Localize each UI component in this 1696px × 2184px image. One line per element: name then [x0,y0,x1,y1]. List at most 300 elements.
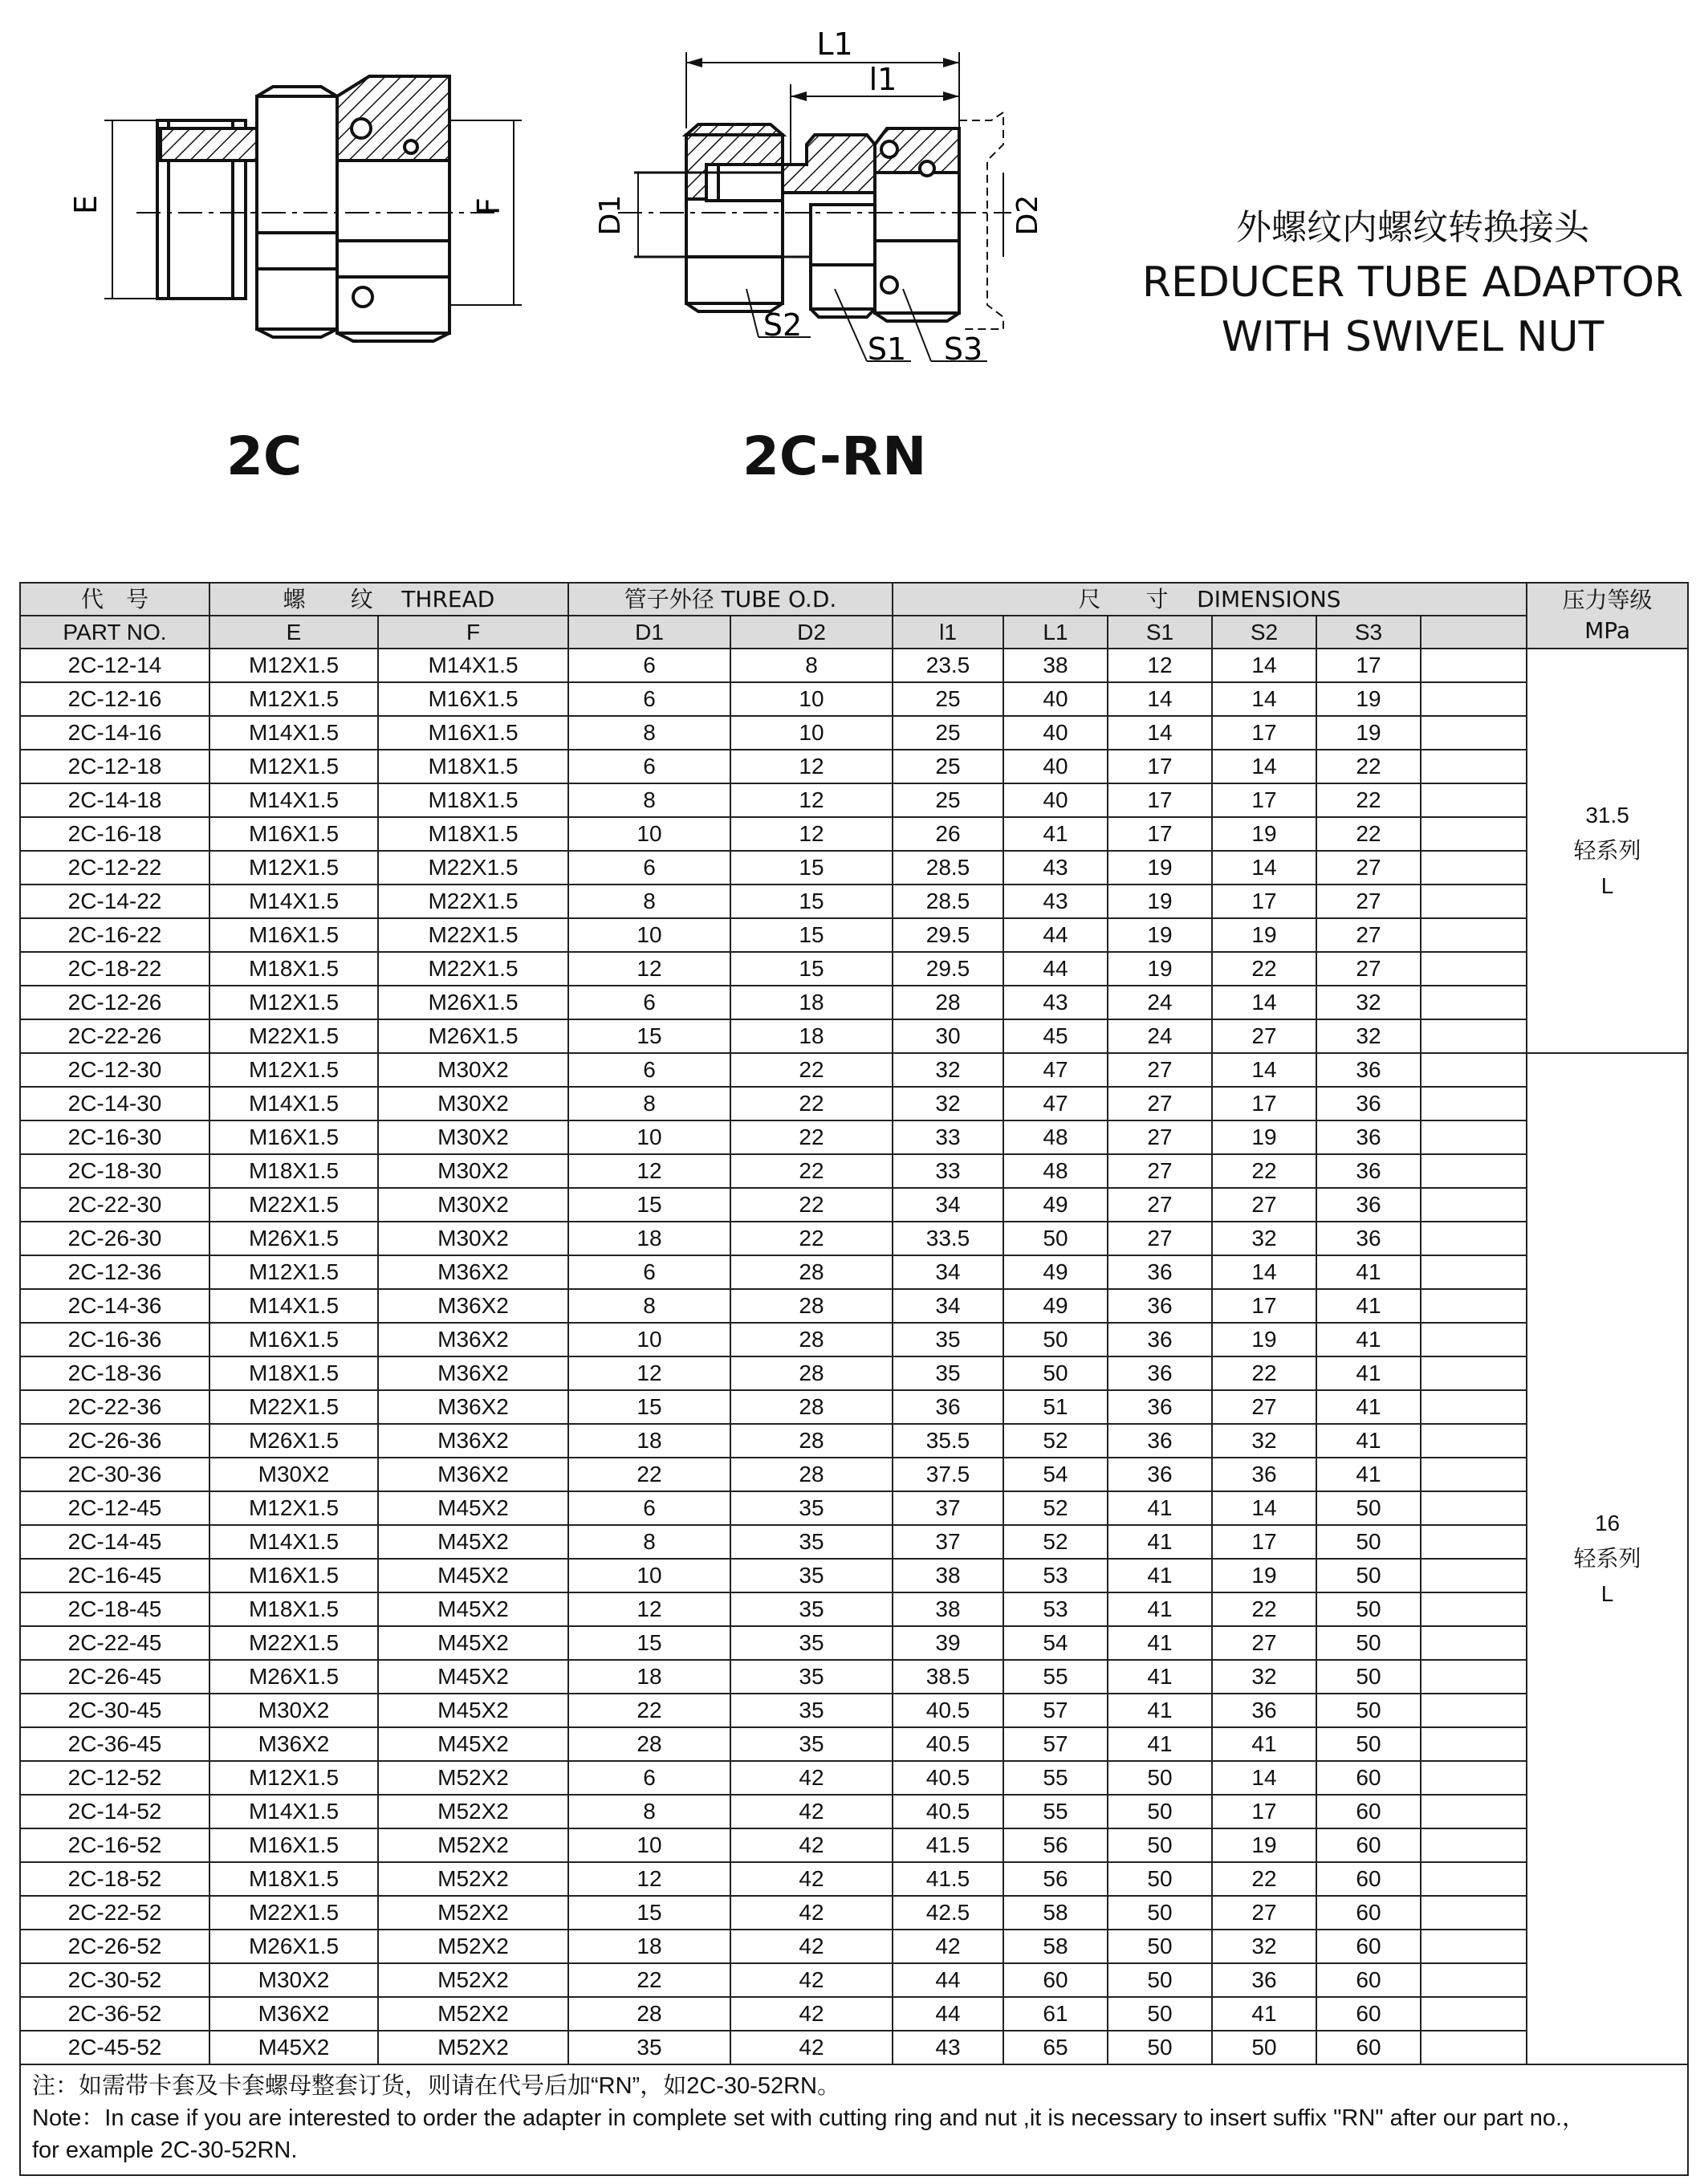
cell-S1: 41 [1108,1660,1212,1694]
cell-S2: 27 [1212,1896,1316,1930]
header-S3: S3 [1316,616,1421,649]
cell-D2: 10 [730,716,893,750]
cell-D2: 42 [730,1997,893,2031]
cell-S3: 50 [1316,1559,1421,1592]
cell-S1: 36 [1108,1390,1212,1424]
cell-E: M18X1.5 [209,1862,378,1896]
model-label-2c-rn: 2C-RN [742,425,927,487]
cell-S3: 19 [1316,682,1421,716]
cell-l1: 28.5 [893,851,1003,885]
cell-l1: 33 [893,1120,1003,1154]
cell-part: 2C-18-36 [20,1356,209,1390]
cell-D1: 6 [568,682,730,716]
cell-F: M52X2 [378,1795,568,1828]
cell-E: M26X1.5 [209,1222,378,1255]
cell-F: M26X1.5 [378,1019,568,1053]
cell-S2: 32 [1212,1930,1316,1963]
cell-D1: 10 [568,817,730,851]
cell-E: M14X1.5 [209,1289,378,1323]
cell-L1: 40 [1003,716,1108,750]
dim-label-D2: D2 [1011,194,1044,236]
cell-S2: 22 [1212,952,1316,986]
cell-L1: 54 [1003,1626,1108,1660]
note-cn: 注：如需带卡套及卡套螺母整套订货，则请在代号后加“RN”，如2C-30-52RN。 [32,2073,840,2099]
cell-part: 2C-22-52 [20,1896,209,1930]
cell-blank [1421,817,1527,851]
cell-F: M36X2 [378,1323,568,1356]
cell-S1: 50 [1108,2031,1212,2064]
cell-S2: 17 [1212,885,1316,918]
cell-D1: 22 [568,1694,730,1727]
cell-blank [1421,1997,1527,2031]
cell-l1: 40.5 [893,1727,1003,1761]
cell-S2: 17 [1212,716,1316,750]
cell-F: M30X2 [378,1120,568,1154]
cell-S2: 50 [1212,2031,1316,2064]
cell-F: M22X1.5 [378,885,568,918]
header-part-en: PART NO. [20,616,209,649]
pressure-series-code: L [1600,873,1614,898]
cell-l1: 37.5 [893,1458,1003,1491]
cell-blank [1421,1188,1527,1222]
cell-blank [1421,1458,1527,1491]
cell-D1: 22 [568,1458,730,1491]
cell-blank [1421,1559,1527,1592]
cell-blank [1421,1424,1527,1458]
cell-D1: 18 [568,1424,730,1458]
title-en-line2: WITH SWIVEL NUT [1221,313,1604,361]
cell-part: 2C-12-22 [20,851,209,885]
cell-E: M45X2 [209,2031,378,2064]
cell-part: 2C-14-36 [20,1289,209,1323]
cell-l1: 25 [893,716,1003,750]
cell-S1: 27 [1108,1120,1212,1154]
cell-l1: 26 [893,817,1003,851]
cell-l1: 30 [893,1019,1003,1053]
cell-S3: 36 [1316,1087,1421,1120]
cell-S2: 17 [1212,1087,1316,1120]
table-row [20,1592,1688,1626]
cell-blank [1421,1525,1527,1559]
cell-E: M18X1.5 [209,1592,378,1626]
cell-F: M26X1.5 [378,986,568,1019]
cell-S3: 41 [1316,1356,1421,1390]
cell-S1: 50 [1108,1828,1212,1862]
cell-F: M36X2 [378,1424,568,1458]
cell-L1: 45 [1003,1019,1108,1053]
cell-E: M36X2 [209,1997,378,2031]
cell-L1: 53 [1003,1592,1108,1626]
cell-l1: 34 [893,1255,1003,1289]
note-en-cont: for example 2C-30-52RN. [32,2137,298,2163]
cell-S1: 50 [1108,1795,1212,1828]
cell-D1: 6 [568,1761,730,1795]
cell-part: 2C-18-52 [20,1862,209,1896]
cell-E: M16X1.5 [209,817,378,851]
cell-F: M30X2 [378,1154,568,1188]
cell-E: M12X1.5 [209,1491,378,1525]
cell-S1: 14 [1108,682,1212,716]
cell-S3: 22 [1316,783,1421,817]
cell-l1: 33 [893,1154,1003,1188]
cell-S2: 32 [1212,1222,1316,1255]
cell-S2: 17 [1212,1525,1316,1559]
cell-part: 2C-30-36 [20,1458,209,1491]
cell-l1: 29.5 [893,918,1003,952]
cell-E: M16X1.5 [209,918,378,952]
cell-F: M45X2 [378,1559,568,1592]
cell-E: M16X1.5 [209,1559,378,1592]
cell-E: M12X1.5 [209,1053,378,1087]
cell-l1: 35.5 [893,1424,1003,1458]
cell-L1: 44 [1003,952,1108,986]
cell-S3: 19 [1316,716,1421,750]
cell-F: M52X2 [378,1862,568,1896]
cell-part: 2C-12-45 [20,1491,209,1525]
cell-S3: 50 [1316,1727,1421,1761]
cell-S1: 36 [1108,1424,1212,1458]
cell-D2: 42 [730,1761,893,1795]
cell-S3: 60 [1316,1963,1421,1997]
cell-part: 2C-22-36 [20,1390,209,1424]
cell-S3: 41 [1316,1289,1421,1323]
cell-S1: 50 [1108,1930,1212,1963]
cell-E: M16X1.5 [209,1828,378,1862]
cell-S2: 41 [1212,1997,1316,2031]
cell-L1: 43 [1003,885,1108,918]
cell-D1: 6 [568,649,730,682]
cell-L1: 53 [1003,1559,1108,1592]
cell-D2: 10 [730,682,893,716]
cell-D1: 12 [568,1356,730,1390]
cell-part: 2C-14-18 [20,783,209,817]
cell-S1: 50 [1108,1997,1212,2031]
table-row [20,1222,1688,1255]
cell-S2: 22 [1212,1862,1316,1896]
cell-E: M12X1.5 [209,750,378,783]
cell-D2: 12 [730,783,893,817]
cell-L1: 49 [1003,1188,1108,1222]
cell-part: 2C-26-30 [20,1222,209,1255]
cell-blank [1421,1862,1527,1896]
cell-part: 2C-12-14 [20,649,209,682]
cell-L1: 61 [1003,1997,1108,2031]
table-row [20,1323,1688,1356]
cell-E: M26X1.5 [209,1930,378,1963]
table-row [20,1053,1688,1087]
cell-D2: 42 [730,1862,893,1896]
cell-S2: 14 [1212,1761,1316,1795]
cell-part: 2C-12-18 [20,750,209,783]
cell-S2: 19 [1212,1828,1316,1862]
cell-S3: 27 [1316,918,1421,952]
cell-E: M12X1.5 [209,851,378,885]
cell-D1: 15 [568,1626,730,1660]
cell-part: 2C-14-22 [20,885,209,918]
cell-S3: 41 [1316,1255,1421,1289]
cell-L1: 41 [1003,817,1108,851]
table-row [20,716,1688,750]
cell-E: M22X1.5 [209,1019,378,1053]
cell-blank [1421,1323,1527,1356]
cell-part: 2C-36-45 [20,1727,209,1761]
cell-S2: 19 [1212,1120,1316,1154]
pressure-series-cn: 轻系列 [1573,838,1641,863]
cell-l1: 37 [893,1491,1003,1525]
cell-part: 2C-12-16 [20,682,209,716]
cell-blank [1421,750,1527,783]
note-en: Note：In case if you are interested to order the adapter in complete set with cutting ring and nut ,it is necessary to insert suffix "RN" after our part no.， [32,2105,1586,2131]
cell-part: 2C-12-36 [20,1255,209,1289]
table-row [20,1862,1688,1896]
cell-D1: 10 [568,918,730,952]
cell-L1: 55 [1003,1761,1108,1795]
header-thread: 螺 纹 THREAD [209,583,568,616]
cell-blank [1421,1963,1527,1997]
cell-L1: 47 [1003,1053,1108,1087]
cell-blank [1421,1087,1527,1120]
cell-D1: 8 [568,1525,730,1559]
dim-label-l1: l1 [868,62,897,97]
cell-S1: 36 [1108,1356,1212,1390]
cell-L1: 50 [1003,1356,1108,1390]
table-row [20,1390,1688,1424]
cell-E: M14X1.5 [209,1525,378,1559]
cell-part: 2C-18-45 [20,1592,209,1626]
cell-S1: 27 [1108,1053,1212,1087]
cell-l1: 40.5 [893,1795,1003,1828]
cell-blank [1421,1154,1527,1188]
cell-D2: 22 [730,1087,893,1120]
cell-L1: 43 [1003,851,1108,885]
cell-F: M22X1.5 [378,918,568,952]
cell-l1: 41.5 [893,1828,1003,1862]
cell-part: 2C-18-30 [20,1154,209,1188]
cell-S1: 41 [1108,1626,1212,1660]
cell-blank [1421,1694,1527,1727]
cell-blank [1421,1828,1527,1862]
cell-S1: 41 [1108,1559,1212,1592]
cell-S2: 19 [1212,817,1316,851]
cell-E: M14X1.5 [209,783,378,817]
cell-F: M45X2 [378,1727,568,1761]
cell-S3: 41 [1316,1390,1421,1424]
cell-S2: 22 [1212,1154,1316,1188]
table-row [20,783,1688,817]
cell-D2: 22 [730,1053,893,1087]
cell-F: M36X2 [378,1390,568,1424]
cell-part: 2C-22-30 [20,1188,209,1222]
cell-D2: 28 [730,1323,893,1356]
cell-S1: 27 [1108,1222,1212,1255]
cell-E: M12X1.5 [209,1761,378,1795]
cell-D2: 35 [730,1592,893,1626]
cell-part: 2C-14-30 [20,1087,209,1120]
dim-label-S1: S1 [867,331,907,367]
cell-L1: 40 [1003,783,1108,817]
header-F: F [378,616,568,649]
cell-F: M18X1.5 [378,750,568,783]
cell-blank [1421,2031,1527,2064]
cell-S3: 36 [1316,1053,1421,1087]
cell-blank [1421,1592,1527,1626]
cell-D2: 18 [730,986,893,1019]
cell-F: M45X2 [378,1626,568,1660]
cell-D2: 22 [730,1188,893,1222]
cell-blank [1421,1761,1527,1795]
cell-S1: 36 [1108,1255,1212,1289]
cell-D2: 35 [730,1491,893,1525]
table-row [20,817,1688,851]
cell-l1: 44 [893,1963,1003,1997]
cell-S2: 19 [1212,1323,1316,1356]
cell-S1: 19 [1108,952,1212,986]
cell-l1: 43 [893,2031,1003,2064]
cell-E: M22X1.5 [209,1390,378,1424]
cell-S2: 36 [1212,1963,1316,1997]
cell-L1: 50 [1003,1222,1108,1255]
cell-S3: 60 [1316,1761,1421,1795]
cell-S2: 27 [1212,1019,1316,1053]
cell-part: 2C-12-26 [20,986,209,1019]
cell-l1: 35 [893,1323,1003,1356]
cell-S3: 32 [1316,1019,1421,1053]
cell-S2: 14 [1212,986,1316,1019]
cell-part: 2C-22-45 [20,1626,209,1660]
cell-E: M30X2 [209,1458,378,1491]
cell-S1: 19 [1108,885,1212,918]
cell-L1: 47 [1003,1087,1108,1120]
cell-F: M52X2 [378,1896,568,1930]
cell-S2: 36 [1212,1458,1316,1491]
cell-L1: 57 [1003,1694,1108,1727]
cell-F: M30X2 [378,1087,568,1120]
cell-S1: 17 [1108,817,1212,851]
cell-blank [1421,682,1527,716]
cell-D2: 15 [730,885,893,918]
cell-part: 2C-14-52 [20,1795,209,1828]
cell-D1: 6 [568,750,730,783]
cell-l1: 32 [893,1053,1003,1087]
cell-F: M16X1.5 [378,716,568,750]
cell-D2: 15 [730,952,893,986]
table-row [20,1525,1688,1559]
cell-l1: 34 [893,1188,1003,1222]
cell-S3: 60 [1316,1896,1421,1930]
spec-table-body [20,649,1688,2064]
cell-L1: 49 [1003,1289,1108,1323]
pressure-series-cn: 轻系列 [1573,1546,1641,1571]
table-row [20,1626,1688,1660]
table-row [20,1458,1688,1491]
cell-S2: 27 [1212,1188,1316,1222]
cell-l1: 41.5 [893,1862,1003,1896]
cell-S3: 60 [1316,1795,1421,1828]
cell-S1: 19 [1108,918,1212,952]
cell-S3: 36 [1316,1154,1421,1188]
cell-blank [1421,851,1527,885]
cell-E: M12X1.5 [209,1255,378,1289]
dim-label-L1: L1 [816,26,853,62]
cell-l1: 40.5 [893,1694,1003,1727]
cell-L1: 52 [1003,1525,1108,1559]
cell-L1: 54 [1003,1458,1108,1491]
cell-S2: 14 [1212,851,1316,885]
table-row [20,1356,1688,1390]
header-S2: S2 [1212,616,1316,649]
cell-l1: 37 [893,1525,1003,1559]
cell-E: M14X1.5 [209,885,378,918]
cell-blank [1421,1727,1527,1761]
cell-S1: 14 [1108,716,1212,750]
cell-S3: 41 [1316,1323,1421,1356]
cell-D2: 28 [730,1390,893,1424]
cell-L1: 58 [1003,1896,1108,1930]
header-tube: 管子外径 TUBE O.D. [568,583,893,616]
cell-D1: 12 [568,1154,730,1188]
cell-l1: 44 [893,1997,1003,2031]
cell-l1: 38.5 [893,1660,1003,1694]
cell-S1: 41 [1108,1491,1212,1525]
header-dimensions: 尺 寸 DIMENSIONS [893,583,1527,616]
cell-l1: 38 [893,1559,1003,1592]
cell-D2: 42 [730,2031,893,2064]
cell-S3: 22 [1316,817,1421,851]
cell-F: M18X1.5 [378,783,568,817]
cell-D1: 18 [568,1222,730,1255]
cell-S3: 60 [1316,2031,1421,2064]
cell-F: M30X2 [378,1222,568,1255]
cell-l1: 25 [893,682,1003,716]
dim-label-F: F [471,197,506,215]
cell-S2: 17 [1212,1795,1316,1828]
table-row [20,649,1688,682]
cell-F: M22X1.5 [378,851,568,885]
cell-S1: 41 [1108,1694,1212,1727]
cell-F: M45X2 [378,1694,568,1727]
pressure-series-code: L [1600,1581,1614,1606]
cell-E: M36X2 [209,1727,378,1761]
cell-D2: 12 [730,817,893,851]
cell-E: M14X1.5 [209,1087,378,1120]
cell-D1: 6 [568,1255,730,1289]
cell-F: M52X2 [378,1930,568,1963]
cell-l1: 40.5 [893,1761,1003,1795]
cell-S2: 32 [1212,1660,1316,1694]
cell-part: 2C-36-52 [20,1997,209,2031]
cell-D2: 42 [730,1896,893,1930]
table-row [20,1761,1688,1795]
cell-E: M18X1.5 [209,952,378,986]
cell-blank [1421,1896,1527,1930]
cell-S2: 22 [1212,1356,1316,1390]
header-l1: l1 [893,616,1003,649]
table-row [20,918,1688,952]
cell-E: M14X1.5 [209,1795,378,1828]
cell-part: 2C-26-36 [20,1424,209,1458]
cell-D1: 28 [568,1997,730,2031]
cell-S3: 50 [1316,1660,1421,1694]
cell-S3: 60 [1316,1828,1421,1862]
cell-l1: 28.5 [893,885,1003,918]
cell-S2: 17 [1212,1289,1316,1323]
cell-l1: 35 [893,1356,1003,1390]
cell-S3: 36 [1316,1222,1421,1255]
cell-S3: 41 [1316,1424,1421,1458]
cell-E: M30X2 [209,1694,378,1727]
cell-S1: 41 [1108,1525,1212,1559]
pressure-value: 16 [1594,1511,1621,1535]
